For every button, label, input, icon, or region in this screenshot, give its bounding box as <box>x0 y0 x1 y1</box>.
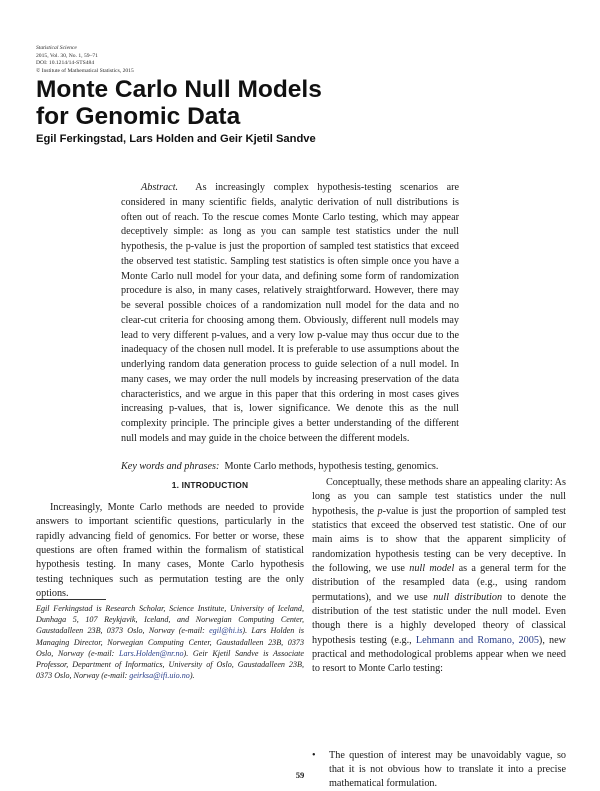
intro-paragraph-left: Increasingly, Monte Carlo methods are needed to provide answers to important scientific questions, particularly in the rapidly advancing field of genomics. For better or worse, these questions are often framed within the formalism of statistical hypothesis testing. In many cases, Monte Carlo hypothesis testing techniques such as permutation testing are the only options. <box>36 502 304 600</box>
email-link-1[interactable]: egil@hi.is <box>209 626 243 636</box>
p-symbol: p <box>377 505 383 517</box>
intro-paragraph-right <box>312 476 566 677</box>
right-text-4: to denote the distribution of the test statistic under the null model. Even though there is a highly developed theory of classical hypothesis testing (e.g., <box>312 591 566 646</box>
right-text-2: -value is just the proportion of sampled test statistics that exceed the observed test statistic. One of our main aims is to show that the apparent simplicity of randomization hypothesis testing can be very deceptive. In the following, we use <box>312 505 567 575</box>
copyright: © Institute of Mathematical Statistics, 2015 <box>36 67 134 74</box>
right-text-3: as a general term for the distribution of the resampled data (e.g., using random permutations), and we use <box>312 563 566 603</box>
keywords-label: Key words and phrases: <box>121 461 220 472</box>
term-null-distribution: null distribution <box>433 591 503 603</box>
keywords-text: Monte Carlo methods, hypothesis testing, genomics. <box>224 461 439 472</box>
abstract-label: Abstract. <box>141 182 179 193</box>
author-footnote <box>36 603 304 681</box>
title-line-2: for Genomic Data <box>36 103 241 130</box>
footnote-text-1: Egil Ferkingstad is Research Scholar, Science Institute, University of Iceland, Dunhaga 5, 107 Reykjavik, Iceland, and Norwegian Computing Center, Gaustadalleen 23B, 0373 Oslo, Norway (e-mail: <box>36 604 304 636</box>
keywords <box>121 460 459 475</box>
volume-info: 2015, Vol. 30, No. 1, 59–71 <box>36 52 98 59</box>
term-null-model: null model <box>409 563 455 575</box>
footnote-text-2: ). Lars Holden is Managing Director, Norwegian Computing Center, Gaustadalleen 23B, 0373 Oslo, Norway (e-mail: <box>36 626 304 658</box>
abstract-text: As increasingly complex hypothesis-testing scenarios are considered in many scientific fields, analytic derivation of null distributions is often out of reach. To the rescue comes Monte Carlo testing, which may appear deceptively simple: as long as you can sample test statistics under the null hypothesis, the p-value is just the proportion of sampled test statistics that exceed the observed test statistic. Sampling test statistics is often simple once you have a Monte Carlo null model for your data, and defining some form of randomization procedure is also, in many cases, relatively straightforward. However, there may be several possible choices of a randomization null model for the data and no clear-cut criteria for choosing among them. Obviously, different null models may lead to very different p-values, and a very low p-value may thus occur due to the inadequacy of the chosen null model. It is preferable to use assumptions about the underlying random data generation process to guide selection of a null model. In many cases, we may order the null models by increasing preservation of the data characteristics, and we argue in this paper that this ordering in most cases gives increasing p-values, that is, lower significance. We denote this as the null complexity principle. The principle gives a better understanding of the different null models and may guide in the choice between the different models. <box>121 182 460 444</box>
abstract <box>121 181 459 447</box>
bullet-text: The question of interest may be unavoidably vague, so that it is not obvious how to translate it into a precise mathematical formulation. <box>329 750 566 789</box>
doi: DOI: 10.1214/14-STS484 <box>36 60 95 66</box>
email-link-3[interactable]: geirksa@ifi.uio.no <box>129 671 190 681</box>
title-line-1: Monte Carlo Null Models <box>36 76 322 103</box>
journal-name: Statistical Science <box>36 45 77 51</box>
authors: Egil Ferkingstad, Lars Holden and Geir Kjetil Sandve <box>36 133 316 145</box>
email-link-2[interactable]: Lars.Holden@nr.no <box>118 648 184 658</box>
footnote-text-4: ). <box>189 671 195 681</box>
bullet-icon: • <box>312 750 316 761</box>
page-number: 59 <box>295 770 305 780</box>
section-heading: 1. INTRODUCTION <box>171 480 249 490</box>
right-text-1: Conceptually, these methods share an appealing clarity: As long as you can sample test statistics under the null hypothesis, the <box>312 477 566 517</box>
citation-link[interactable]: Lehmann and Romano, 2005 <box>415 634 539 646</box>
paper-title <box>36 76 556 130</box>
right-text-5: ), new practical and methodological problems appear when we need to resort to Monte Carlo testing: <box>312 634 566 675</box>
footnote-text-3: ). Geir Kjetil Sandve is Associate Professor, Department of Informatics, University of Oslo, Gaustadalleen 23B, 0373 Oslo, Norway (e-mail: <box>36 648 304 681</box>
footnote-divider <box>36 599 106 600</box>
